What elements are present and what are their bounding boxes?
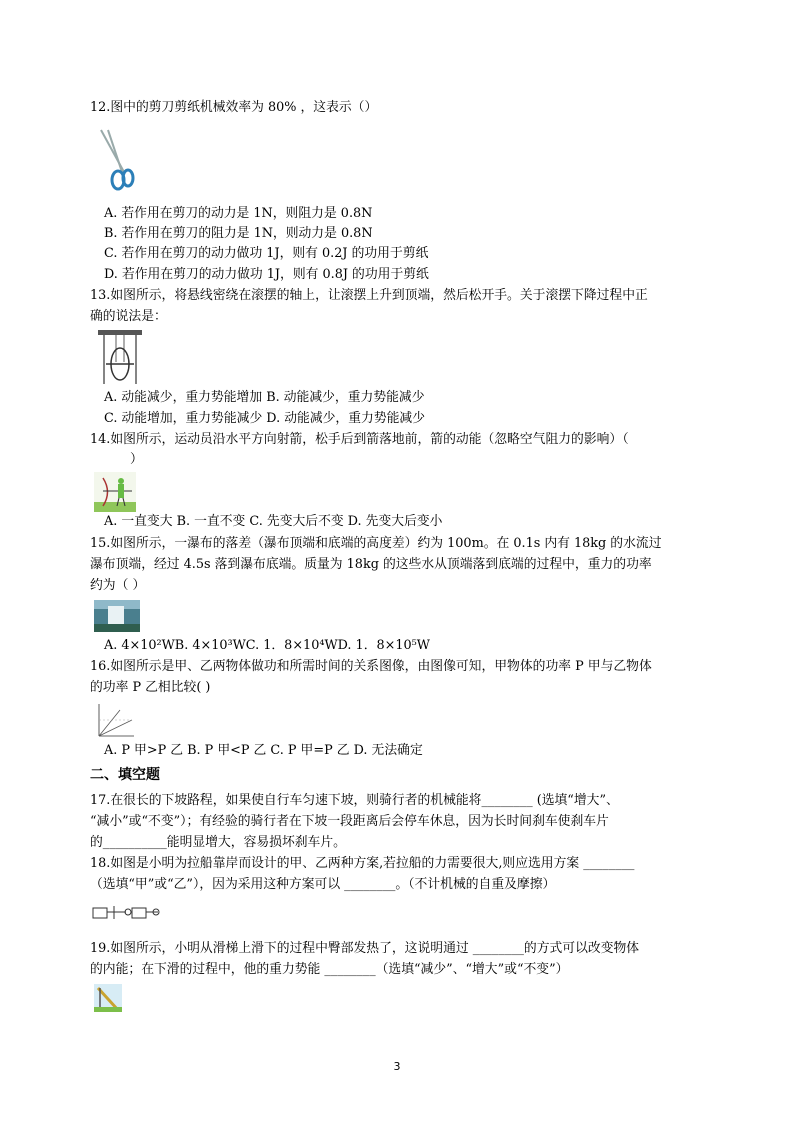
q19-line1: 19.如图所示，小明从滑梯上滑下的过程中臀部发热了，这说明通过 ________的方式可以改变物体 xyxy=(90,941,640,956)
q12-option-b: B. 若作用在剪刀的阻力是 1N，则动力是 0.8N xyxy=(104,226,373,241)
q14-options: A. 一直变大 B. 一直不变 C. 先变大后不变 D. 先变大后变小 xyxy=(104,514,443,529)
page-number: 3 xyxy=(393,1060,401,1073)
q12-option-d: D. 若作用在剪刀的动力做功 1J，则有 0.8J 的功用于剪纸 xyxy=(104,267,429,282)
q15-options: A. 4×10²WB. 4×10³WC. 1．8×10⁴WD. 1．8×10⁵W xyxy=(104,638,430,653)
q16-stem-line1: 16.如图所示是甲、乙两物体做功和所需时间的关系图像，由图像可知，甲物体的功率 P 甲与乙物体 xyxy=(90,659,652,674)
q15-stem-line1: 15.如图所示，一瀑布的落差（瀑布顶端和底端的高度差）约为 100m。在 0.1s 内有 18kg 的水流过 xyxy=(90,536,662,551)
q13-options-line2: C. 动能增加，重力势能减少 D. 动能减少，重力势能减少 xyxy=(104,411,426,426)
waterfall-figure xyxy=(94,600,140,632)
q13-stem-line2: 确的说法是： xyxy=(90,309,167,324)
q17-line2: “减小”或“不变”）；有经验的骑行者在下坡一段距离后会停车休息，因为长时间刹车使刹车片 xyxy=(90,814,609,829)
q16-options: A. P 甲>P 乙 B. P 甲<P 乙 C. P 甲=P 乙 D. 无法确定 xyxy=(104,743,423,758)
q19-line2: 的内能；在下滑的过程中，他的重力势能 ________（选填“减少”、“增大”或“不变”） xyxy=(90,962,569,977)
q14-stem-line2: ） xyxy=(130,452,143,467)
q15-stem-line2: 瀑布顶端，经过 4.5s 落到瀑布底端。质量为 18kg 的这些水从顶端落到底端的过程中，重力的功率 xyxy=(90,557,652,572)
q12-stem: 12.图中的剪刀剪纸机械效率为 80% ，这表示（） xyxy=(90,100,378,115)
q16-stem-line2: 的功率 P 乙相比较( ) xyxy=(90,680,211,695)
maxwell-wheel-figure xyxy=(96,328,144,386)
q17-line1: 17.在很长的下坡路程，如果使自行车匀速下坡，则骑行者的机械能将________ (选填“增大”、 xyxy=(90,793,619,808)
pulley-boat-figure xyxy=(92,902,160,922)
work-time-graph-figure xyxy=(94,702,136,740)
q12-option-a: A. 若作用在剪刀的动力是 1N，则阻力是 0.8N xyxy=(104,206,373,221)
archer-figure xyxy=(94,472,136,512)
q13-options-line1: A. 动能减少，重力势能增加 B. 动能减少，重力势能减少 xyxy=(104,390,425,405)
q18-line2: （选填“甲”或“乙”），因为采用这种方案可以 ________。（不计机械的自重及摩擦） xyxy=(90,877,556,892)
q14-stem-line1: 14.如图所示，运动员沿水平方向射箭，松手后到箭落地前，箭的动能（忽略空气阻力的影响）（ xyxy=(90,432,629,447)
q17-line3: 的__________能明显增大，容易损坏刹车片。 xyxy=(90,835,346,850)
q12-option-c: C. 若作用在剪刀的动力做功 1J，则有 0.2J 的功用于剪纸 xyxy=(104,246,429,261)
q13-stem-line1: 13.如图所示，将悬线密绕在滚摆的轴上，让滚摆上升到顶端，然后松开手。关于滚摆下降过程中正 xyxy=(90,288,648,303)
slide-figure xyxy=(94,984,122,1012)
q18-line1: 18.如图是小明为拉船靠岸而设计的甲、乙两种方案,若拉船的力需要很大,则应选用方案 ________ xyxy=(90,856,635,871)
q15-stem-line3: 约为（ ） xyxy=(90,578,146,593)
scissors-figure xyxy=(98,128,140,192)
section-title: 二、填空题 xyxy=(90,767,160,783)
